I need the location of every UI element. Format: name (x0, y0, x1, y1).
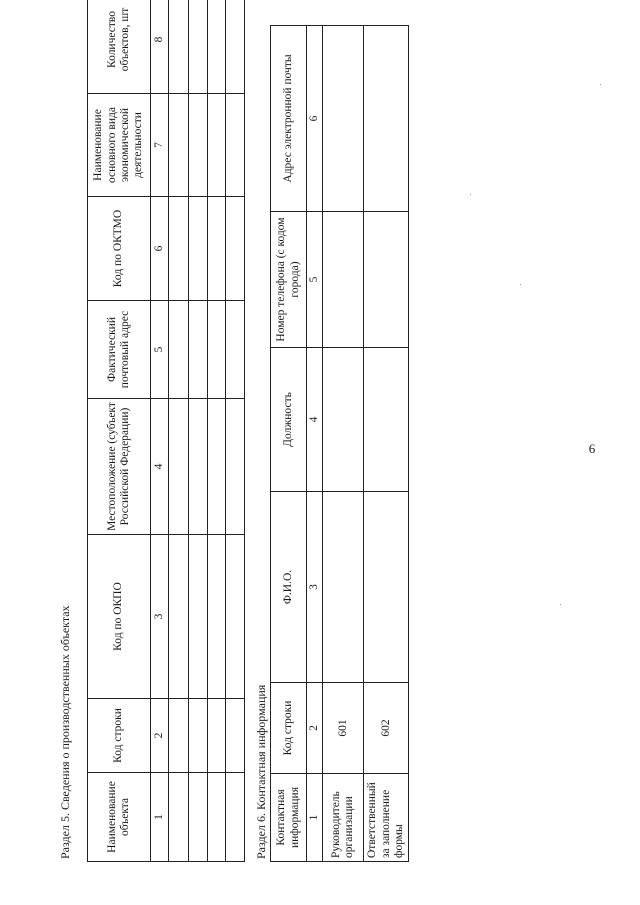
table-row (188, 0, 207, 862)
table-cell (169, 535, 189, 699)
table-cell (364, 26, 409, 212)
column-number-cell: 1 (150, 773, 169, 862)
row-label: Ответственный за заполнение формы (364, 774, 409, 862)
header-cell: Код по ОКПО (88, 535, 151, 699)
table-cell (364, 348, 409, 492)
table-row (207, 0, 226, 862)
table-cell (226, 773, 245, 862)
table-cell (169, 773, 189, 862)
header-cell: Местоположение (субъект Российской Федерации) (88, 399, 151, 535)
table-cell (226, 0, 245, 94)
column-number-cell: 6 (150, 197, 169, 301)
section-6-title: Раздел 6. Контактная информация (254, 684, 268, 859)
table-cell (207, 773, 226, 862)
table-cell (323, 212, 364, 348)
table-cell (188, 535, 207, 699)
table-cell (323, 26, 364, 212)
column-number-cell: 2 (150, 699, 169, 773)
row-label: Руководитель организации (323, 774, 364, 862)
header-cell: Наименование объекта (88, 773, 151, 862)
table-cell (188, 94, 207, 197)
scan-speck (560, 604, 561, 605)
table-cell (226, 399, 245, 535)
table-row (364, 26, 409, 862)
table-cell (169, 0, 189, 94)
header-row (88, 0, 151, 862)
row-code: 602 (364, 683, 409, 774)
table-row (226, 0, 245, 862)
header-cell: Код строки (271, 683, 307, 774)
section-6-table (270, 25, 409, 862)
table-cell (207, 0, 226, 94)
table-cell (169, 699, 189, 773)
section-5-table (87, 0, 245, 862)
header-row (271, 26, 307, 862)
table-cell (364, 492, 409, 683)
column-number-cell: 3 (307, 492, 323, 683)
table-row (323, 26, 364, 862)
column-number-cell: 5 (307, 212, 323, 348)
table-cell (169, 197, 189, 301)
table-cell (226, 197, 245, 301)
table-cell (169, 399, 189, 535)
table-cell (169, 301, 189, 399)
table-cell (188, 301, 207, 399)
table-cell (364, 212, 409, 348)
column-number-row (307, 26, 323, 862)
table-cell (207, 535, 226, 699)
row-code: 601 (323, 683, 364, 774)
header-cell: Ф.И.О. (271, 492, 307, 683)
header-cell: Код по ОКТМО (88, 197, 151, 301)
column-number-cell: 5 (150, 301, 169, 399)
table-cell (226, 301, 245, 399)
table-cell (169, 94, 189, 197)
column-number-cell: 4 (307, 348, 323, 492)
header-cell: Код строки (88, 699, 151, 773)
table-cell (226, 94, 245, 197)
scan-speck (600, 84, 601, 85)
table-cell (226, 535, 245, 699)
table-cell (188, 773, 207, 862)
table-cell (188, 0, 207, 94)
header-cell: Должность (271, 348, 307, 492)
table-cell (207, 94, 226, 197)
header-cell: Номер телефона (с кодом города) (271, 212, 307, 348)
table-row (169, 0, 189, 862)
table-cell (323, 348, 364, 492)
column-number-cell: 7 (150, 94, 169, 197)
scan-speck (520, 284, 521, 285)
section-5-title: Раздел 5. Сведения о производственных объектах (58, 605, 72, 859)
column-number-cell: 3 (150, 535, 169, 699)
header-cell: Фактический почтовый адрес (88, 301, 151, 399)
page-number: 6 (588, 440, 596, 456)
table-cell (188, 699, 207, 773)
header-cell: Контактная информация (271, 774, 307, 862)
scan-speck (470, 194, 471, 195)
table-cell (207, 301, 226, 399)
column-number-cell: 4 (150, 399, 169, 535)
column-number-cell: 1 (307, 774, 323, 862)
table-cell (323, 492, 364, 683)
table-cell (188, 399, 207, 535)
header-cell: Количество объектов, шт (88, 0, 151, 94)
table-cell (226, 699, 245, 773)
column-number-cell: 6 (307, 26, 323, 212)
column-number-cell: 2 (307, 683, 323, 774)
column-number-cell: 8 (150, 0, 169, 94)
column-number-row (150, 0, 169, 862)
table-cell (207, 197, 226, 301)
header-cell: Адрес электронной почты (271, 26, 307, 212)
header-cell: Наименование основного вида экономической деятельности (88, 94, 151, 197)
table-cell (207, 699, 226, 773)
table-cell (188, 197, 207, 301)
table-cell (207, 399, 226, 535)
